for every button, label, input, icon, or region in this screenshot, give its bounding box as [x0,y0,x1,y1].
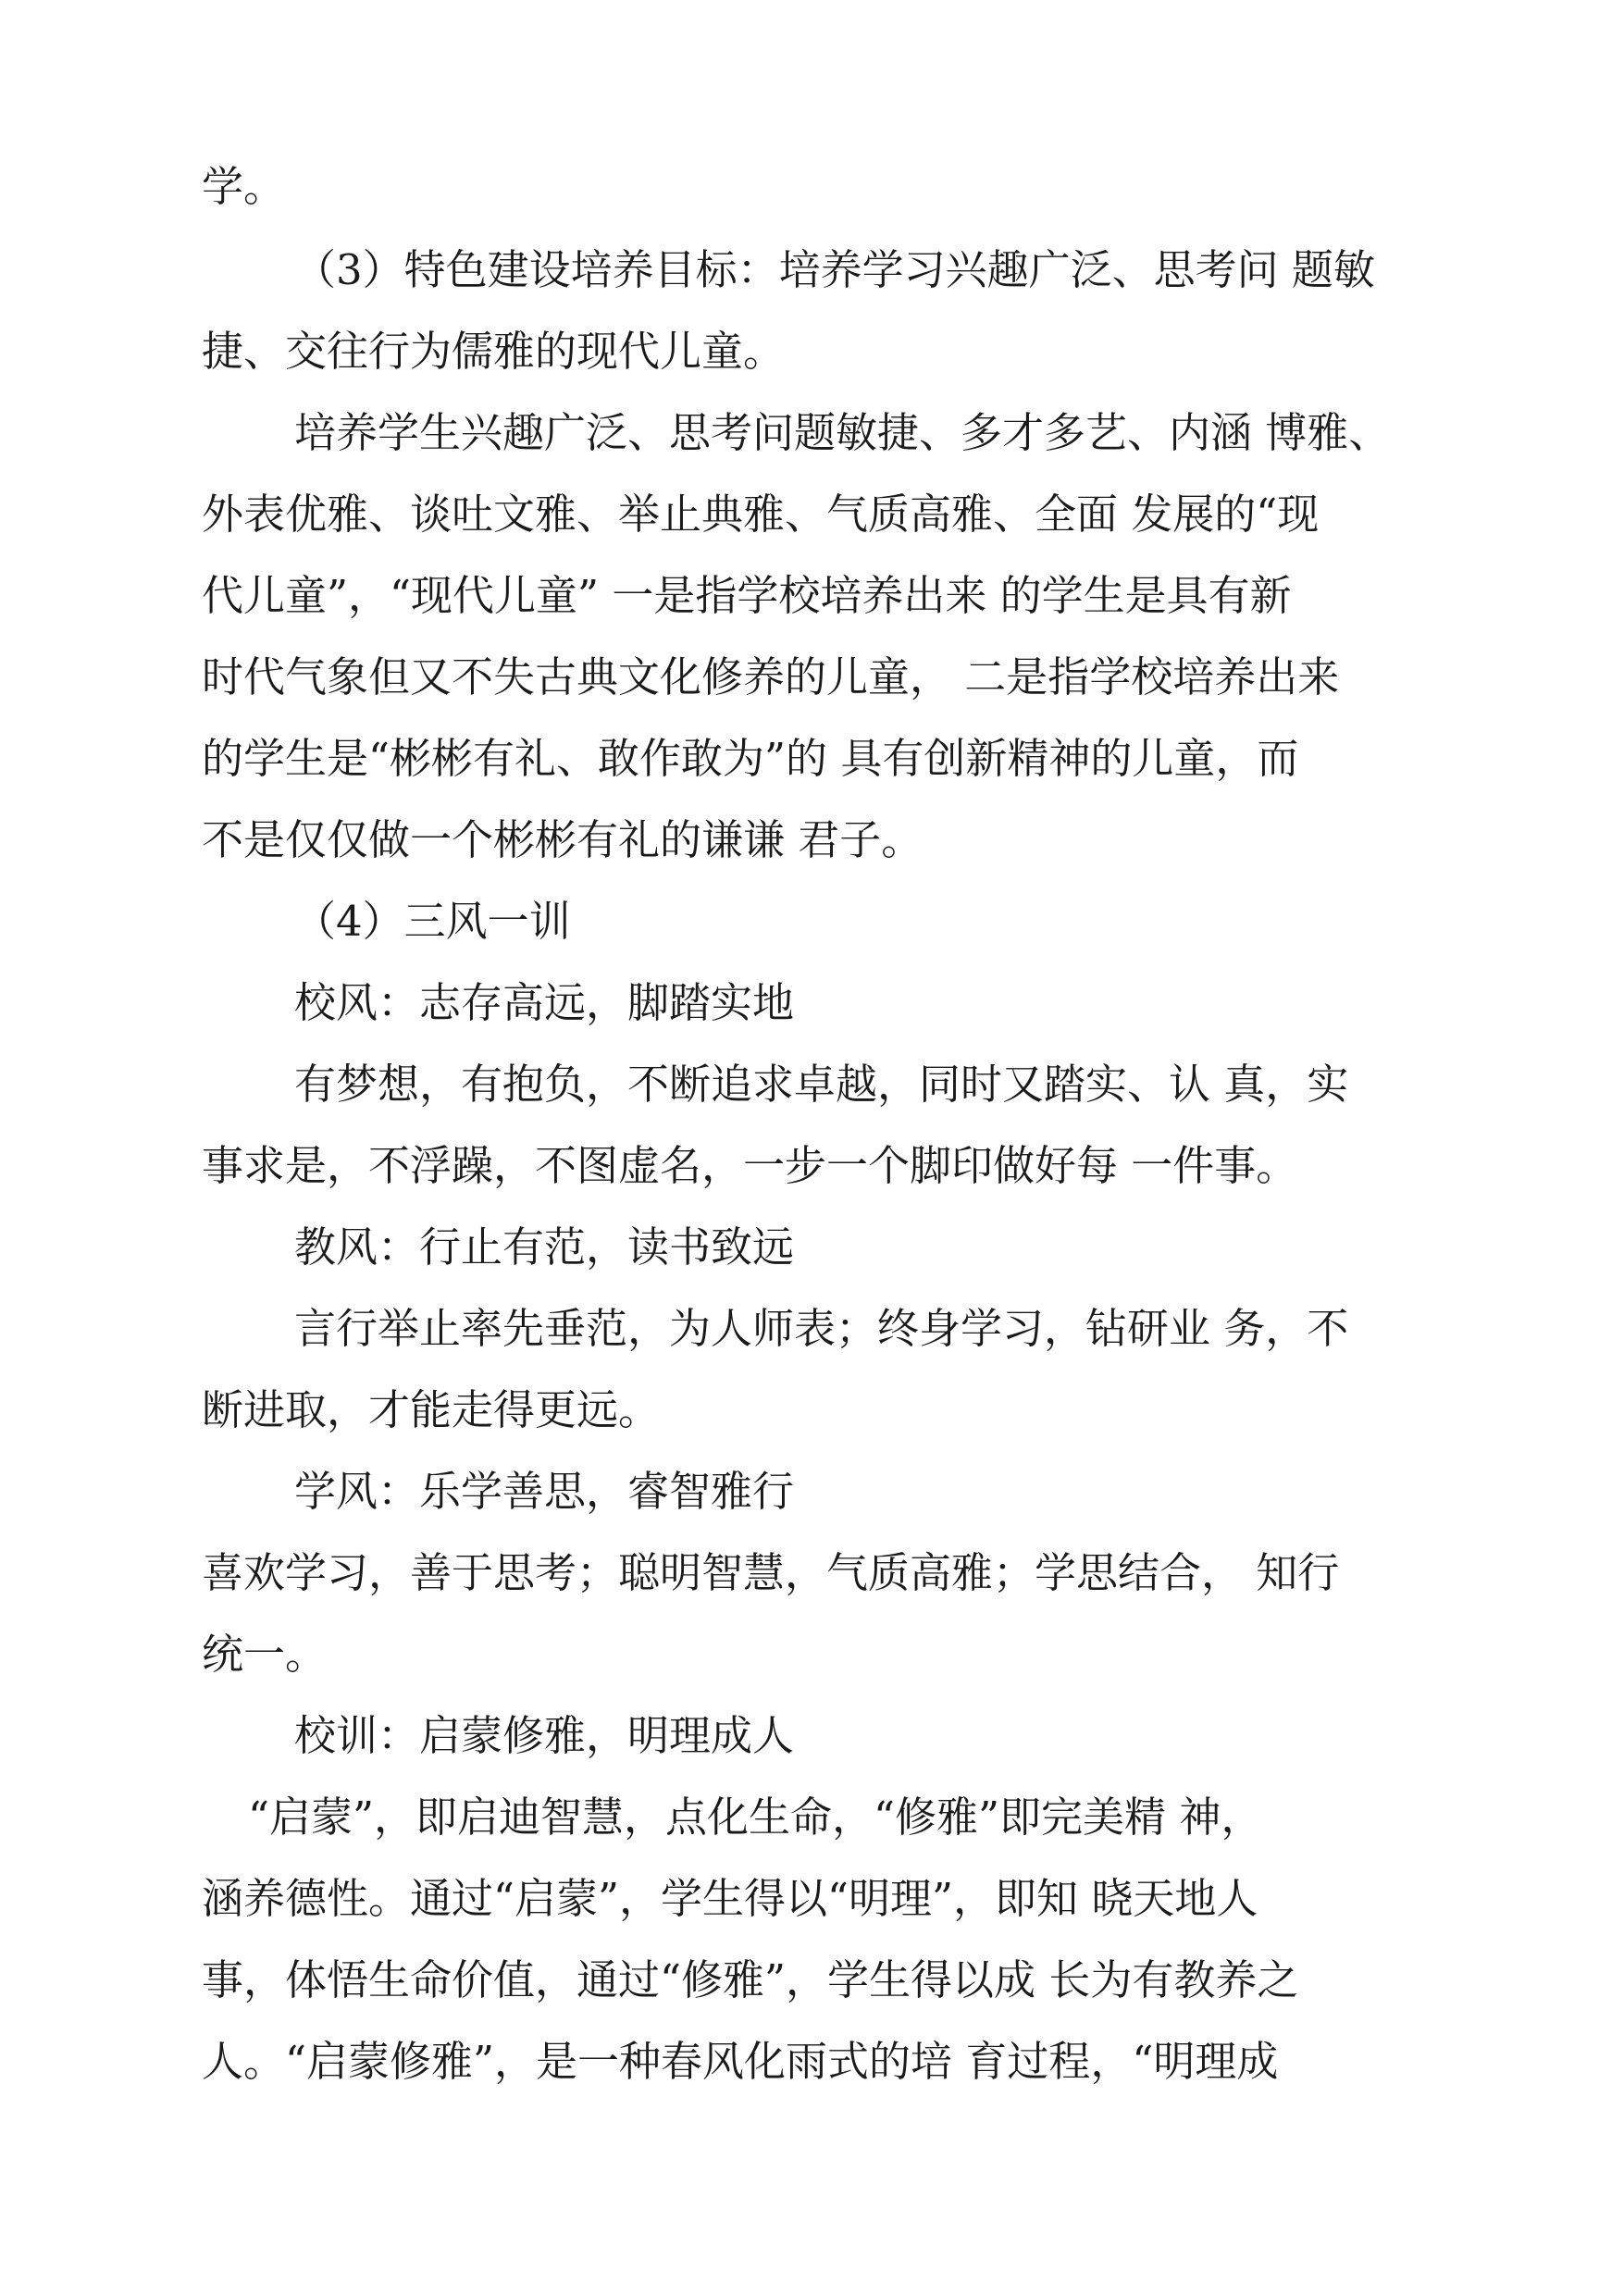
text-line: 代儿童”，“现代儿童” 一是指学校培养出来 的学生是具有新 [202,571,1292,620]
text-line: 外表优雅、谈吐文雅、举止典雅、气质高雅、全面 发展的“现 [202,490,1320,539]
section-heading: （4）三风一训 [294,897,571,946]
text-line: 培养学生兴趣广泛、思考问题敏捷、多才多艺、内涵 博雅、 [294,408,1391,457]
study-style-heading: 学风：乐学善思，睿智雅行 [294,1467,795,1516]
text-line: 喜欢学习，善于思考；聪明智慧，气质高雅；学思结合， 知行 [202,1548,1340,1597]
text-line: 有梦想，有抱负，不断追求卓越，同时又踏实、认 真，实 [294,1060,1349,1109]
teaching-style-heading: 教风：行止有范，读书致远 [294,1222,795,1272]
text-line: 学。 [202,162,286,211]
school-motto-heading: 校风：志存高远，脚踏实地 [294,978,795,1027]
text-line: 断进取，才能走得更远。 [202,1385,661,1434]
text-line: 事，体悟生命价值，通过“修雅”，学生得以成 长为有教养之 [202,1955,1299,2004]
text-line: 时代气象但又不失古典文化修养的儿童， 二是指学校培养出来 [202,652,1340,701]
text-line: 言行举止率先垂范，为人师表；终身学习，钻研业 务，不 [294,1304,1349,1353]
text-line: （3）特色建设培养目标：培养学习兴趣广泛、思考问 题敏 [294,245,1375,294]
text-line: 不是仅仅做一个彬彬有礼的谦谦 君子。 [202,815,924,864]
text-line: 涵养德性。通过“启蒙”，学生得以“明理”，即知 晓天地人 [202,1874,1258,1923]
school-instruction-heading: 校训：启蒙修雅，明理成人 [294,1711,795,1760]
text-line: 统一。 [202,1630,328,1679]
text-line: 人。“启蒙修雅”，是一种春风化雨式的培 育过程，“明理成 [202,2037,1279,2086]
text-line: “启蒙”，即启迪智慧，点化生命，“修雅”即完美精 神， [248,1793,1263,1842]
text-line: 捷、交往行为儒雅的现代儿童。 [202,327,786,376]
text-line: 的学生是“彬彬有礼、敢作敢为”的 具有创新精神的儿童，而 [202,734,1299,783]
text-line: 事求是，不浮躁，不图虚名，一步一个脚印做好每 一件事。 [202,1141,1298,1190]
